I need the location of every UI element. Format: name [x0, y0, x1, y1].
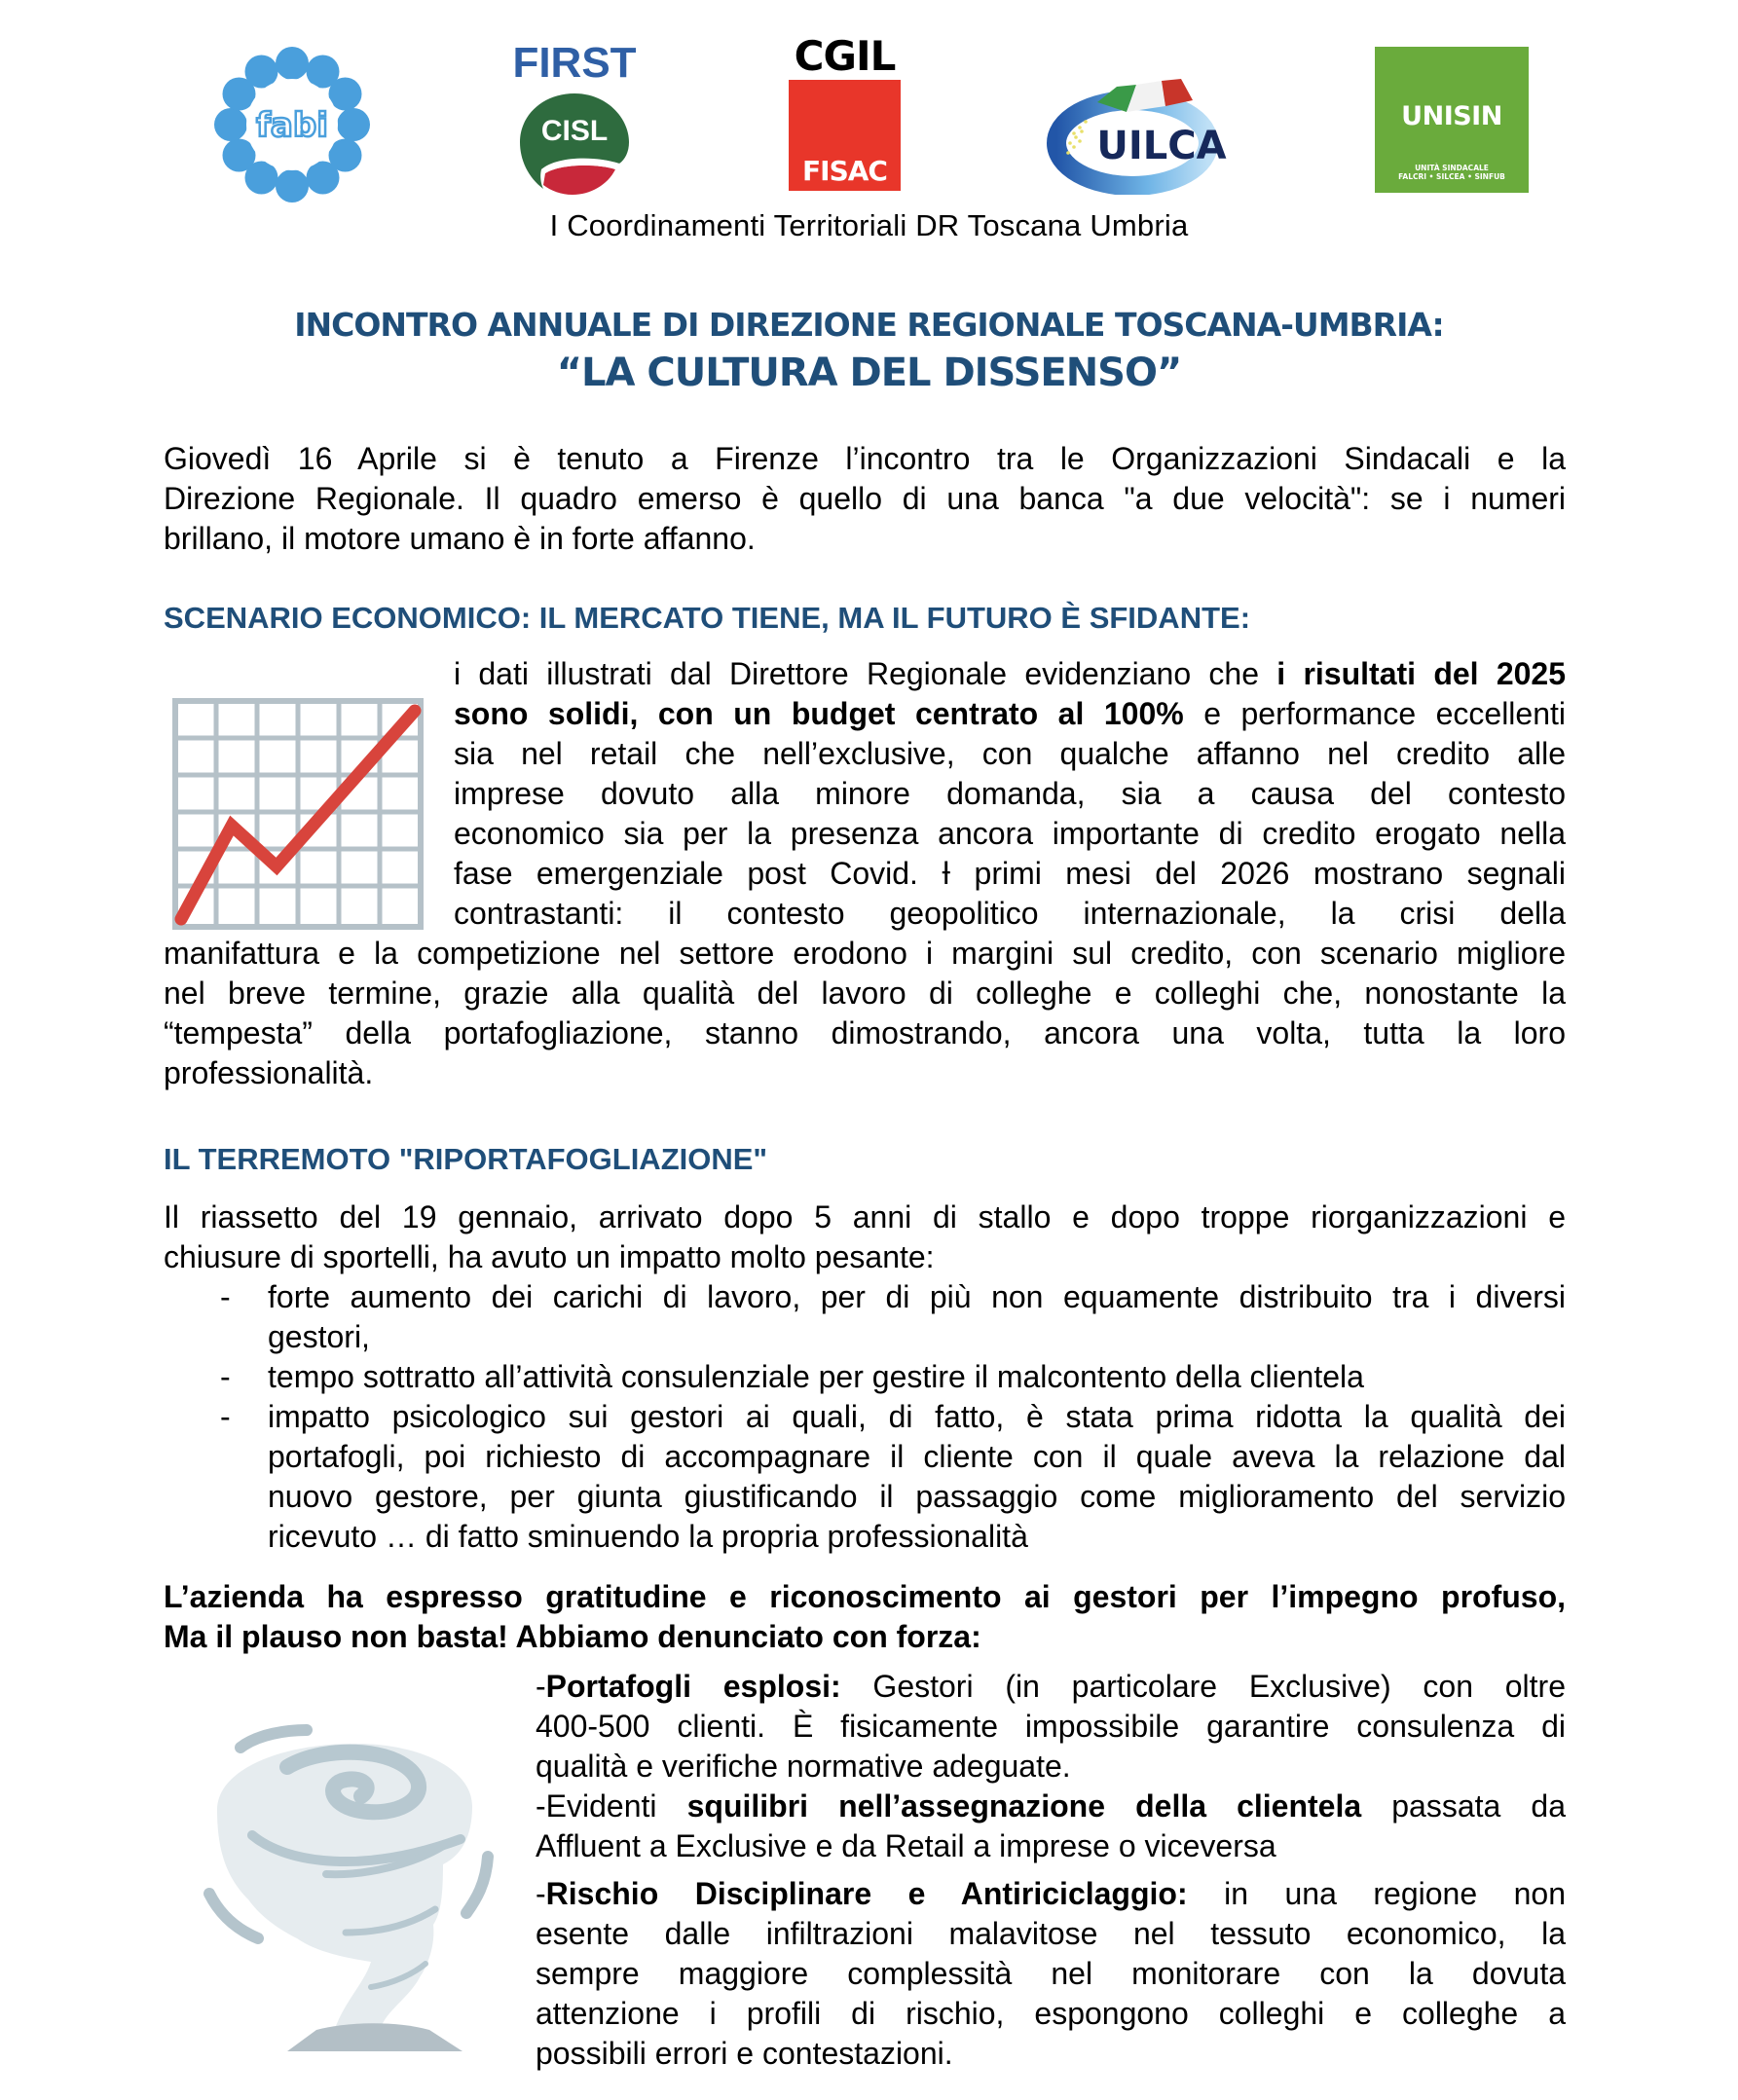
economic-line: contrastanti: il contesto geopolitico internazionale, la crisi della: [454, 896, 1566, 931]
fabi-flower-icon: [214, 47, 370, 203]
economic-line: sia nel retail che nell’exclusive, con qualche affanno nel credito alle: [454, 736, 1566, 771]
tornado-icon: [180, 1709, 511, 2064]
bullet-marker: -: [220, 1359, 231, 1394]
earthquake-intro-line: chiusure di sportelli, ha avuto un impatto molto pesante:: [164, 1239, 935, 1274]
economic-line: imprese dovuto alla minore domanda, sia a causa del contesto: [454, 776, 1566, 811]
denounced-line: Affluent a Exclusive e da Retail a imprese o viceversa: [536, 1828, 1276, 1863]
fabi-logo: [214, 47, 370, 203]
economic-line: fase emergenziale post Covid. Ɨ primi mesi del 2026 mostrano segnali: [454, 856, 1566, 891]
denounced-item-squilibri: [536, 1787, 1566, 1866]
denounced-line: attenzione i profili di rischio, espongono colleghi e colleghe a: [536, 1996, 1566, 2031]
economic-line: economico sia per la presenza ancora importante di credito erogato nella: [454, 816, 1566, 851]
statement-line: Ma il plauso non basta! Abbiamo denunciato con forza:: [164, 1619, 981, 1654]
denounced-line: -Rischio Disciplinare e Antiriciclaggio: in una regione non: [536, 1876, 1567, 1911]
bullet-item: [164, 1357, 1566, 1397]
bullet-line: nuovo gestore, per giunta giustificando il passaggio come miglioramento del servizio: [268, 1479, 1566, 1514]
unisin-subtitle: [1375, 164, 1529, 181]
denounced-list: [536, 1667, 1566, 2074]
intro-paragraph: [164, 439, 1566, 559]
intro-line: brillano, il motore umano è in forte affanno.: [164, 521, 756, 556]
bullet-text: [268, 1357, 1566, 1397]
intro-line: Giovedì 16 Aprile si è tenuto a Firenze l’incontro tra le Organizzazioni Sindacali e la: [164, 441, 1566, 476]
denounced-line: sempre maggiore complessità nel monitorare con la dovuta: [536, 1956, 1566, 1991]
page-title-line-2: “LA CULTURA DEL DISSENSO”: [556, 350, 1182, 395]
bullet-line: ricevuto … di fatto sminuendo la propria professionalità: [268, 1519, 1028, 1554]
uilca-ribbon-icon: [1047, 73, 1241, 195]
cgil-label: CGIL: [794, 32, 896, 80]
unisin-logo: [1375, 47, 1529, 193]
bullet-line: gestori,: [268, 1319, 370, 1354]
statement-paragraph: [164, 1577, 1566, 1657]
economic-paragraph-full: [164, 934, 1566, 1093]
svg-text:CISL: CISL: [540, 115, 609, 147]
first-cisl-logo: [506, 41, 643, 197]
svg-text:UILCA: UILCA: [1096, 124, 1227, 168]
earthquake-intro-line: Il riassetto del 19 gennaio, arrivato dopo 5 anni di stallo e dopo troppe riorganizzazioni e: [164, 1199, 1566, 1234]
section-heading-economic: SCENARIO ECONOMICO: IL MERCATO TIENE, MA IL FUTURO È SFIDANTE:: [164, 601, 1251, 635]
denounced-item-portafogli: [536, 1667, 1566, 1787]
earthquake-intro: [164, 1197, 1566, 1277]
economic-paragraph-wrapped: [454, 654, 1566, 934]
economic-line: “tempesta” della portafogliazione, stanno dimostrando, ancora una volta, tutta la loro: [164, 1015, 1566, 1050]
denounced-line: -Evidenti squilibri nell’assegnazione della clientela passata da: [536, 1788, 1567, 1824]
bullet-item: [164, 1277, 1566, 1357]
denounced-line: -Portafogli esplosi: Gestori (in particolare Exclusive) con oltre: [536, 1669, 1567, 1704]
bullet-line: impatto psicologico sui gestori ai quali, di fatto, è stata prima ridotta la qualità dei: [268, 1399, 1566, 1434]
page-title-line-1: INCONTRO ANNUALE DI DIREZIONE REGIONALE TOSCANA-UMBRIA:: [294, 306, 1444, 344]
unisin-subtitle-line-2: FALCRI • SILCEA • SINFUB: [1398, 172, 1505, 181]
denounced-line: possibili errori e contestazioni.: [536, 2036, 953, 2071]
coordination-line: I Coordinamenti Territoriali DR Toscana Umbria: [549, 208, 1189, 242]
bullet-marker: -: [220, 1279, 231, 1314]
cisl-badge-icon: [518, 92, 631, 197]
bullet-text: [268, 1277, 1566, 1357]
denounced-line: 400-500 clienti. È fisicamente impossibile garantire consulenza di: [536, 1709, 1566, 1744]
bullet-marker: -: [220, 1399, 231, 1434]
economic-line: i dati illustrati dal Direttore Regionale evidenziano che i risultati del 2025: [454, 656, 1567, 691]
intro-line: Direzione Regionale. Il quadro emerso è quello di una banca "a due velocità": se i numeri: [164, 481, 1566, 516]
bullet-line: portafogli, poi richiesto di accompagnare il cliente con il quale aveva la relazione dal: [268, 1439, 1566, 1474]
bullet-line: forte aumento dei carichi di lavoro, per di più non equamente distribuito tra i diversi: [268, 1279, 1566, 1314]
unisin-subtitle-line-1: UNITÀ SINDACALE: [1415, 164, 1489, 172]
cgil-fisac-logo: [784, 32, 906, 193]
denounced-line: esente dalle infiltrazioni malavitose nel tessuto economico, la: [536, 1916, 1566, 1951]
bullet-line: tempo sottratto all’attività consulenziale per gestire il malcontento della clientela: [268, 1359, 1364, 1394]
fisac-box: [789, 80, 901, 191]
economic-line: sono solidi, con un budget centrato al 100% e performance eccellenti: [454, 696, 1567, 731]
denounced-item-rischio: [536, 1874, 1566, 2074]
denounced-line: qualità e verifiche normative adeguate.: [536, 1749, 1071, 1784]
svg-text:fabi: fabi: [256, 106, 328, 145]
economic-line: manifattura e la competizione nel settore erodono i margini sul credito, con scenario migliore: [164, 936, 1566, 971]
bullet-text: [268, 1397, 1566, 1557]
economic-line: nel breve termine, grazie alla qualità del lavoro di colleghe e colleghi che, nonostante la: [164, 976, 1566, 1011]
chart-increasing-icon: [171, 697, 425, 936]
unisin-label: UNISIN: [1401, 101, 1502, 131]
section-heading-earthquake: IL TERREMOTO "RIPORTAFOGLIAZIONE": [164, 1142, 768, 1176]
first-label: FIRST: [512, 39, 637, 87]
economic-line: professionalità.: [164, 1055, 374, 1090]
uilca-logo: [1047, 73, 1241, 195]
statement-line: L’azienda ha espresso gratitudine e riconoscimento ai gestori per l’impegno profuso,: [164, 1579, 1566, 1614]
bullet-item: [164, 1397, 1566, 1557]
fisac-label: FISAC: [802, 155, 887, 187]
